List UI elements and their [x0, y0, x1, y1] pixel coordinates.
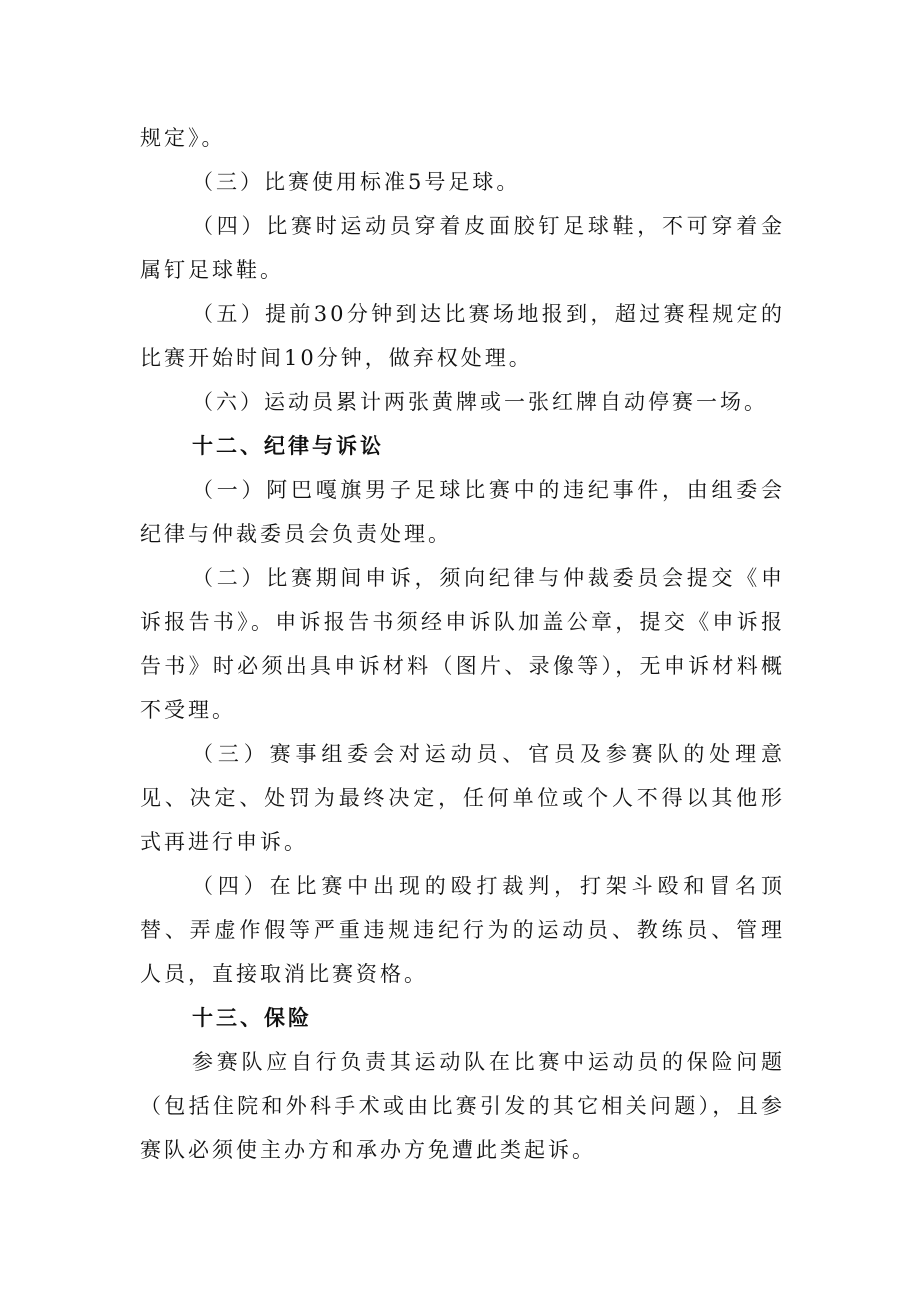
paragraph-discipline-3: （三）赛事组委会对运动员、官员及参赛队的处理意见、决定、处罚为最终决定，任何单位或个人不得以其他形式再进行申诉。	[140, 742, 785, 854]
paragraph-insurance: 参赛队应自行负责其运动队在比赛中运动员的保险问题（包括住院和外科手术或由比赛引发的其它相关问题），且参赛队必须使主办方和承办方免遭此类起诉。	[140, 1050, 785, 1162]
paragraph-item-5-checkin: （五）提前30分钟到达比赛场地报到，超过赛程规定的比赛开始时间10分钟，做弃权处理。	[140, 302, 785, 370]
document-body	[140, 116, 785, 1172]
paragraph-item-3-ball: （三）比赛使用标准5号足球。	[192, 170, 521, 194]
paragraph-item-6-cards: （六）运动员累计两张黄牌或一张红牌自动停赛一场。	[192, 390, 768, 414]
paragraph-discipline-2: （二）比赛期间申诉，须向纪律与仲裁委员会提交《申诉报告书》。申诉报告书须经申诉队加盖公章，提交《申诉报告书》时必须出具申诉材料（图片、录像等），无申诉材料概不受理。	[140, 566, 785, 722]
section-heading-insurance: 十三、保险	[192, 1006, 312, 1030]
paragraph-item-4-shoes: （四）比赛时运动员穿着皮面胶钉足球鞋，不可穿着金属钉足球鞋。	[140, 214, 785, 282]
paragraph-continuation-rules: 规定》。	[140, 126, 226, 150]
section-heading-discipline: 十二、纪律与诉讼	[192, 434, 384, 458]
paragraph-discipline-4: （四）在比赛中出现的殴打裁判，打架斗殴和冒名顶替、弄虚作假等严重违规违纪行为的运动员、教练员、管理人员，直接取消比赛资格。	[140, 874, 785, 986]
paragraph-discipline-1: （一）阿巴嘎旗男子足球比赛中的违纪事件，由组委会纪律与仲裁委员会负责处理。	[140, 478, 785, 546]
